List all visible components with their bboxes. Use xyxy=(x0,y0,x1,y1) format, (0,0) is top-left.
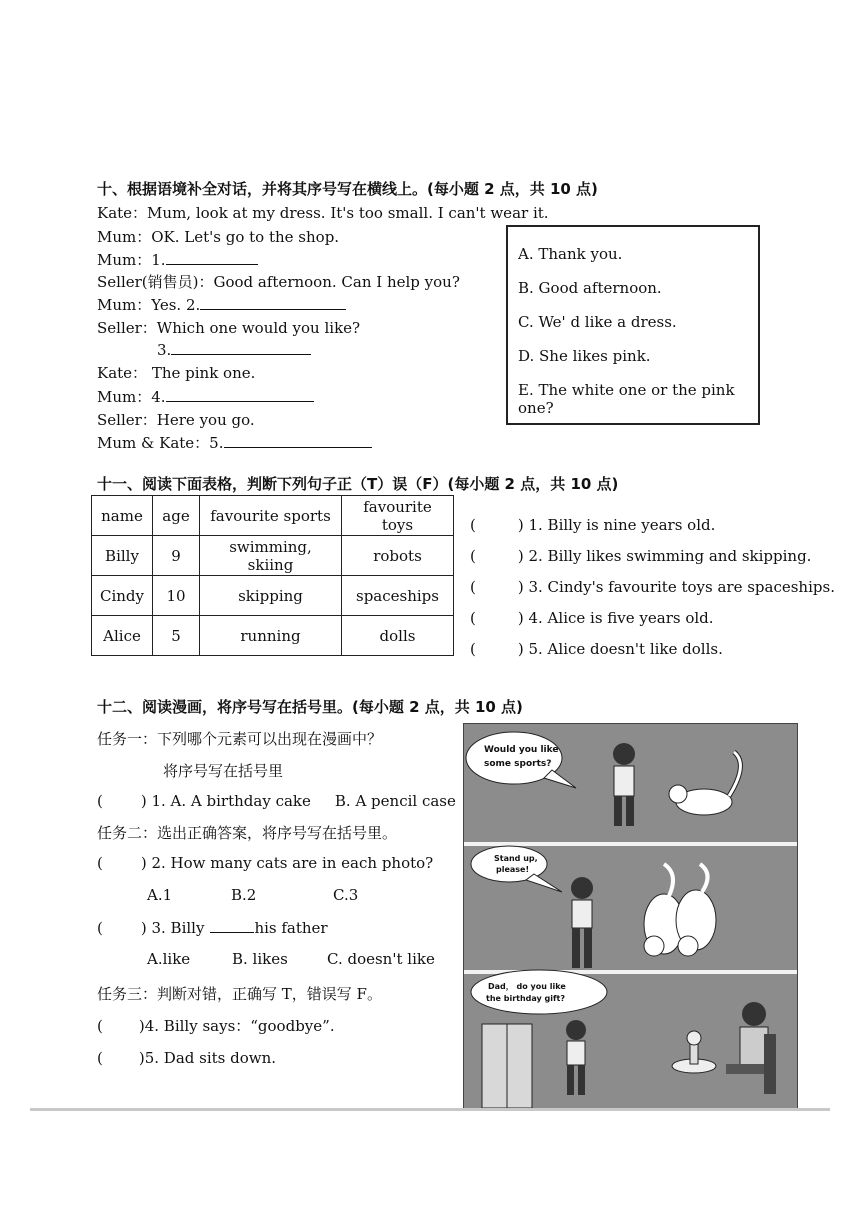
table-row xyxy=(92,576,454,616)
bubble-3-text-a: Dad， do you like xyxy=(488,982,566,991)
table-header: name xyxy=(92,496,153,536)
dialogue-line-2: Mum：OK. Let's go to the shop. xyxy=(97,228,340,246)
task-2-heading: 任务二：选出正确答案，将序号写在括号里。 xyxy=(97,824,398,842)
dialogue-line-5: Mum：Yes. 2. xyxy=(97,294,346,315)
q2-option-a: A.1 xyxy=(147,886,173,904)
tf-statement-4: ( ) 4. Alice is five years old. xyxy=(470,609,714,627)
answer-bracket[interactable]: ( xyxy=(470,640,476,658)
table-cell: 5 xyxy=(153,616,200,656)
dialogue-line-4: Seller(销售员)：Good afternoon. Can I help you? xyxy=(97,273,460,291)
table-cell: Cindy xyxy=(92,576,153,616)
table-row xyxy=(92,536,454,576)
answer-bracket[interactable]: ( xyxy=(97,1017,103,1035)
option-a: A. Thank you. xyxy=(518,245,623,263)
bubble-2-text-a: Stand up, xyxy=(494,854,538,863)
dialogue-line-1: Kate：Mum, look at my dress. It's too small. I can't wear it. xyxy=(97,204,549,222)
tf-statement-2: ( ) 2. Billy likes swimming and skipping. xyxy=(470,547,812,565)
answer-bracket[interactable]: ( xyxy=(97,792,103,810)
comic-illustration xyxy=(464,724,797,1108)
answer-bracket[interactable]: ( xyxy=(470,516,476,534)
answer-blank[interactable] xyxy=(171,340,311,355)
q2-option-c: C.3 xyxy=(333,886,359,904)
answer-blank[interactable] xyxy=(224,433,372,448)
tf-statement-1: ( ) 1. Billy is nine years old. xyxy=(470,516,716,534)
bubble-3-text-b: the birthday gift? xyxy=(486,994,565,1003)
options-box xyxy=(506,225,760,425)
section-11-title: 十一、阅读下面表格，判断下列句子正（T）误（F）(每小题 2 点，共 10 点) xyxy=(97,475,619,493)
table-row xyxy=(92,616,454,656)
answer-bracket[interactable]: ( xyxy=(97,919,103,937)
speech-bubble-3 xyxy=(471,970,607,1014)
info-table xyxy=(91,495,454,656)
answer-bracket[interactable]: ( xyxy=(97,854,103,872)
q3-option-c: C. doesn't like xyxy=(327,950,435,968)
table-cell: dolls xyxy=(342,616,454,656)
q3-option-b: B. likes xyxy=(232,950,288,968)
table-header: favourite sports xyxy=(200,496,342,536)
option-b: B. Good afternoon. xyxy=(518,279,662,297)
q2-option-b: B.2 xyxy=(231,886,257,904)
answer-blank[interactable] xyxy=(166,250,258,265)
tf-statement-5: ( ) 5. Alice doesn't like dolls. xyxy=(470,640,723,658)
dialogue-line-10: Seller：Here you go. xyxy=(97,411,255,429)
table-cell: swimming, skiing xyxy=(200,536,342,576)
answer-blank[interactable] xyxy=(210,918,254,933)
table-cell: Alice xyxy=(92,616,153,656)
dialogue-line-11: Mum & Kate：5. xyxy=(97,432,372,453)
dialogue-line-9: Mum：4. xyxy=(97,386,314,407)
table-header-row xyxy=(92,496,454,536)
question-2: ( ) 2. How many cats are in each photo? xyxy=(97,854,434,872)
answer-bracket[interactable]: ( xyxy=(470,578,476,596)
task-1-subheading: 将序号写在括号里 xyxy=(163,762,284,780)
section-10-title: 十、根据语境补全对话，并将其序号写在横线上。(每小题 2 点，共 10 点) xyxy=(97,180,598,198)
dialogue-line-7: 3. xyxy=(157,340,311,359)
answer-blank[interactable] xyxy=(166,387,314,402)
option-c: C. We' d like a dress. xyxy=(518,313,677,331)
table-cell: Billy xyxy=(92,536,153,576)
dialogue-line-6: Seller：Which one would you like? xyxy=(97,319,361,337)
table-cell: spaceships xyxy=(342,576,454,616)
bubble-2-text-b: please! xyxy=(496,865,530,874)
dialogue-line-8: Kate： The pink one. xyxy=(97,364,256,382)
answer-blank[interactable] xyxy=(200,295,346,310)
table-cell: 9 xyxy=(153,536,200,576)
task-1-heading: 任务一：下列哪个元素可以出现在漫画中？ xyxy=(97,730,383,748)
section-12-title: 十二、阅读漫画，将序号写在括号里。(每小题 2 点，共 10 点) xyxy=(97,698,523,716)
table-cell: robots xyxy=(342,536,454,576)
table-header: age xyxy=(153,496,200,536)
answer-bracket[interactable]: ( xyxy=(470,609,476,627)
question-3: ( ) 3. Billy his father xyxy=(97,919,328,937)
table-cell: running xyxy=(200,616,342,656)
table-cell: skipping xyxy=(200,576,342,616)
tf-statement-3: ( ) 3. Cindy's favourite toys are spaceships. xyxy=(470,578,835,596)
answer-bracket[interactable]: ( xyxy=(470,547,476,565)
q3-option-a: A.like xyxy=(147,950,191,968)
question-4: ( )4. Billy says：“goodbye”. xyxy=(97,1017,335,1035)
bubble-1-text-a: Would you like xyxy=(484,745,559,755)
option-e: E. The white one or the pink one? xyxy=(518,381,735,417)
question-1: ( ) 1. A. A birthday cake B. A pencil case xyxy=(97,792,456,810)
question-5: ( )5. Dad sits down. xyxy=(97,1049,277,1067)
task-3-heading: 任务三：判断对错，正确写 T，错误写 F。 xyxy=(97,985,382,1003)
bubble-1-text-b: some sports? xyxy=(484,759,552,769)
dialogue-line-3: Mum：1. xyxy=(97,249,258,270)
answer-bracket[interactable]: ( xyxy=(97,1049,103,1067)
option-d: D. She likes pink. xyxy=(518,347,651,365)
page-bottom-divider xyxy=(30,1108,830,1111)
comic-strip xyxy=(463,723,798,1109)
table-cell: 10 xyxy=(153,576,200,616)
table-header: favourite toys xyxy=(342,496,454,536)
